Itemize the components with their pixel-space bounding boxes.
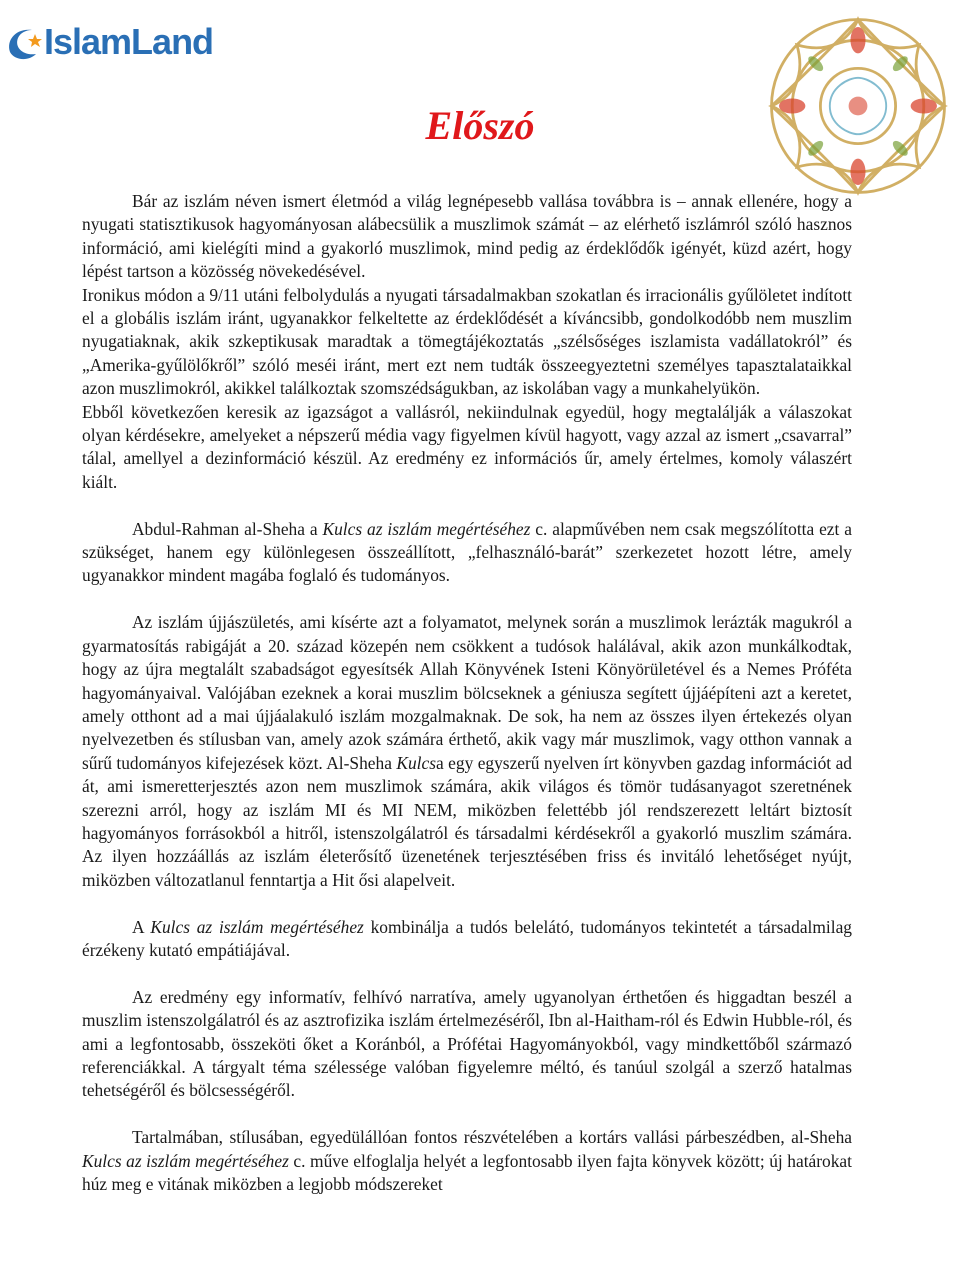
paragraph: Az eredmény egy informatív, felhívó narratíva, amely ugyanolyan érthetően és higgadtan beszél a muszlim istenszolgálatról és az asztrofizika iszlám értelmezéséről, Ibn al-Haitham-ról és Edwin Hubble-ról, és ami a legfontosabb, összeköti őket a Koránból, a Prófétai Hagyományokból, vagy mindkettőből származó referenciákkal. A tárgyalt téma szélessége valóban figyelemre méltó, és tanúul szolgál a szerző hatalmas tehetségéről és bölcsességéről. — [82, 986, 852, 1101]
text-run: A — [132, 916, 151, 937]
body-text — [82, 190, 852, 1220]
paragraph: Bár az iszlám néven ismert életmód a világ legnépesebb vallása továbbra is – annak ellenére, hogy a nyugati statisztikusok hagyományosan alábecsülik a muszlimok számát – az elérhető iszlámról szóló hasznos információ, ami kielégíti mind a gyakorló muszlimok, mind pedig az érdeklődők igényét, küzd azért, hogy lépést tartson a közösség növekedésével. — [82, 191, 852, 282]
islamland-logo — [2, 20, 213, 64]
text-run: Abdul-Rahman al-Sheha a — [132, 518, 323, 539]
text-run: c. műve elfoglalja helyét a legfontosabb ilyen fajta könyvek között; új határokat húz meg e vitának miközben a legjobb módszereket — [82, 1150, 852, 1194]
text-run: Az iszlám újjászületés, ami kísérte azt a folyamatot, melynek során a muszlimok lerázták magukról a gyarmatosítás rabigáját a 20. század közepén nem csökkent a tudósok halálával, akik azon munkálkodtak, hogy az újra megtalált szabadságot egyesítsék Allah Könyvének Isteni Könyörületével és a Nemes Próféta hagyományaival. Valójában ezeknek a korai muszlim bölcseknek a géniusza segített újjáépíteni azt a keretet, amely otthont ad a mai újjáalakuló iszlám mozgalmaknak. De sok, ha nem az összes ilyen értekezés olyan nyelvezetben és stílusban van, amely azok számára érthető, akik vagy már muszlimok, vagy otthon vannak a sűrű tudományos kifejezések közt. Al-Sheha — [82, 612, 852, 773]
text-run: c. alapművében nem csak megszólította ezt a szükséget, hanem egy különlegesen összeállított, „felhasználó-barát” szerkezetet hozott létre, amely ugyanakkor mindent magába foglaló és tudományos. — [82, 518, 852, 586]
paragraph: Ebből következően keresik az igazságot a vallásról, nekiindulnak egyedül, hogy megtalálják a válaszokat olyan kérdésekre, amelyeket a népszerű média vagy figyelmen kívül hagyott, vagy azzal az ismert „csavarral” tálal, amellyel a dezinformáció készül. Az eredmény ez információs űr, amely értelmes, komoly válaszért kiált. — [82, 401, 852, 492]
paragraph — [82, 916, 852, 963]
book-title: Kulcs az iszlám megértéséhez — [82, 1150, 289, 1171]
crescent-icon — [2, 22, 42, 62]
book-title: Kulcs az iszlám megértéséhez — [150, 916, 364, 937]
book-title: Kulcs az iszlám megértéséhez — [322, 518, 531, 539]
text-run: kombinálja a tudós belelátó, tudományos tekintetét a társadalmilag érzékeny kutató empátiájával. — [82, 916, 852, 960]
book-title: Kulcs — [396, 752, 436, 773]
paragraph — [82, 1126, 852, 1196]
paragraph: Ironikus módon a 9/11 utáni felbolydulás a nyugati társadalmakban szokatlan és irracionális gyűlöletet indított el a globális iszlám iránt, ugyanakkor felkeltette az érdeklődését a kíváncsibb, gondolkodóbb nem muszlim nyugatiaknak, akik szkeptikusak maradtak a tömegtájékoztatás „szélsőséges iszlamista vadállatokról” és „Amerika-gyűlölőkről” szóló meséi iránt, mert ezt nem tudták összeegyeztetni személyes tapasztalataikkal azon muszlimokról, akikkel találkoztak szomszédságukban, az iskolában vagy a munkahelyükön. — [82, 284, 852, 399]
page-title: Előszó — [425, 103, 535, 148]
paragraph — [82, 611, 852, 892]
text-run: a egy egyszerű nyelven írt könyvben gazdag információt ad át, ami ismeretterjesztés azon nem muszlimok számára, akik világos és tömör tudásanyagot szeretnének szerezni arról, hogy az iszlám MI és MI NEM, miközben felettébb jól rendszerezett leltárt biztosít hagyományos forrásokból a hitről, istenszolgálatról és társadalmi kérdésekről a gyakorló muszlim számára. Az ilyen hozzáállás az iszlám életerősítő üzenetének terjesztésében friss és invitáló lehetőséget nyújt, miközben változatlanul fenntartja a Hit ősi alapelveit. — [82, 752, 852, 890]
paragraph — [82, 518, 852, 588]
text-run: Tartalmában, stílusában, egyedülállóan fontos részvételében a kortárs vallási párbeszédben, al-Sheha — [132, 1127, 852, 1148]
logo-text: IslamLand — [44, 21, 214, 62]
